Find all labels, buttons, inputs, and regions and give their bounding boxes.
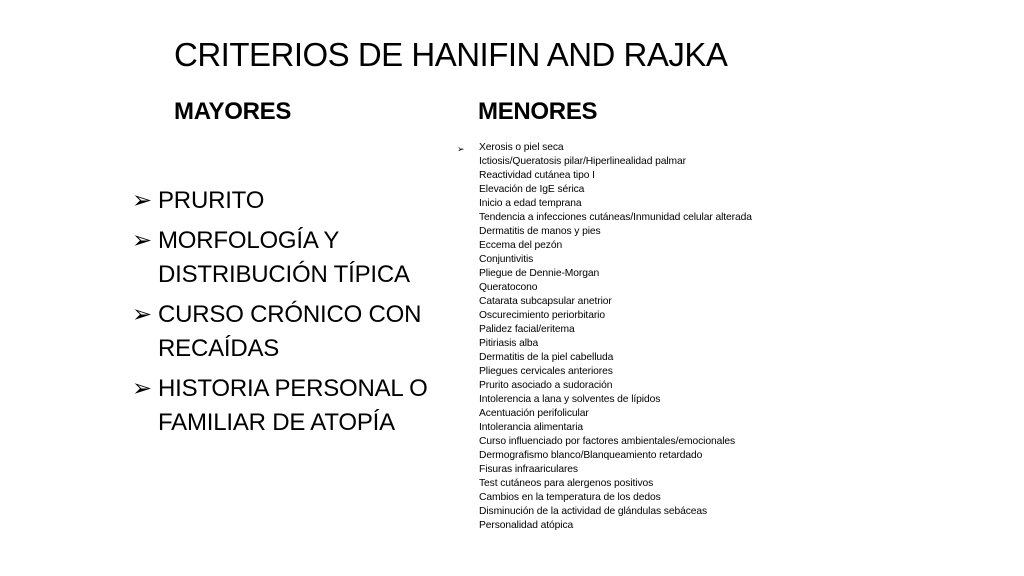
minor-criterion: Oscurecimiento periorbitario — [479, 310, 605, 321]
minor-criterion: Pliegues cervicales anteriores — [479, 366, 613, 377]
major-criterion-text: CURSO CRÓNICO CON RECAÍDAS — [158, 301, 422, 362]
major-criterion — [132, 184, 432, 218]
minor-criterion: Ictiosis/Queratosis pilar/Hiperlinealidad palmar — [479, 156, 686, 167]
minor-criterion: Curso influenciado por factores ambientales/emocionales — [479, 436, 736, 447]
minor-criterion: Eccema del pezón — [479, 240, 563, 251]
minor-criterion: Prurito asociado a sudoración — [479, 380, 613, 391]
minor-criterion: Pliegue de Dennie-Morgan — [479, 268, 600, 279]
minor-criterion: Intolerancia alimentaria — [479, 422, 584, 433]
menores-heading: MENORES — [478, 98, 598, 125]
minor-criterion: Disminución de la actividad de glándulas sebáceas — [479, 506, 708, 517]
mayores-heading: MAYORES — [174, 98, 292, 125]
major-criterion — [132, 298, 432, 366]
minor-criterion: Acentuación perifolicular — [479, 408, 589, 419]
minor-criterion: Xerosis o piel seca — [479, 142, 564, 153]
minor-criterion: Test cutáneos para alergenos positivos — [479, 478, 654, 489]
minor-criterion: Conjuntivitis — [479, 254, 534, 265]
minor-criterion: Dermatitis de manos y pies — [479, 226, 601, 237]
minor-criterion: Palidez facial/eritema — [479, 324, 575, 335]
minor-criterion: Tendencia a infecciones cutáneas/Inmunidad celular alterada — [479, 212, 752, 223]
major-criteria-list — [132, 184, 432, 446]
minor-criteria-list — [457, 141, 797, 533]
major-criterion-text: MORFOLOGÍA Y DISTRIBUCIÓN TÍPICA — [158, 227, 410, 288]
major-criterion — [132, 224, 432, 292]
major-criterion-text: HISTORIA PERSONAL O FAMILIAR DE ATOPÍA — [158, 375, 428, 436]
minor-criterion: Dermatitis de la piel cabelluda — [479, 352, 614, 363]
arrow-bullet-icon: ➢ — [132, 301, 152, 328]
minor-criterion: Elevación de IgE sérica — [479, 184, 585, 195]
minor-criterion: Fisuras infraariculares — [479, 464, 578, 475]
minor-criterion: Intolerencia a lana y solventes de lípidos — [479, 394, 661, 405]
arrow-bullet-icon: ➢ — [132, 375, 152, 402]
slide-title: CRITERIOS DE HANIFIN AND RAJKA — [174, 36, 728, 73]
arrow-bullet-icon: ➢ — [457, 144, 465, 154]
major-criterion — [132, 372, 432, 440]
minor-criteria-block — [457, 141, 797, 533]
minor-criterion: Queratocono — [479, 282, 538, 293]
minor-criterion: Dermografismo blanco/Blanqueamiento retardado — [479, 450, 703, 461]
minor-criterion: Pitiriasis alba — [479, 338, 539, 349]
minor-criterion: Cambios en la temperatura de los dedos — [479, 492, 661, 503]
minor-criterion: Reactividad cutánea tipo I — [479, 170, 595, 181]
major-criterion-text: PRURITO — [158, 187, 265, 214]
minor-criterion: Personalidad atópica — [479, 520, 574, 531]
arrow-bullet-icon: ➢ — [132, 187, 152, 214]
minor-criterion: Inicio a edad temprana — [479, 198, 582, 209]
minor-criterion: Catarata subcapsular anetrior — [479, 296, 612, 307]
arrow-bullet-icon: ➢ — [132, 227, 152, 254]
